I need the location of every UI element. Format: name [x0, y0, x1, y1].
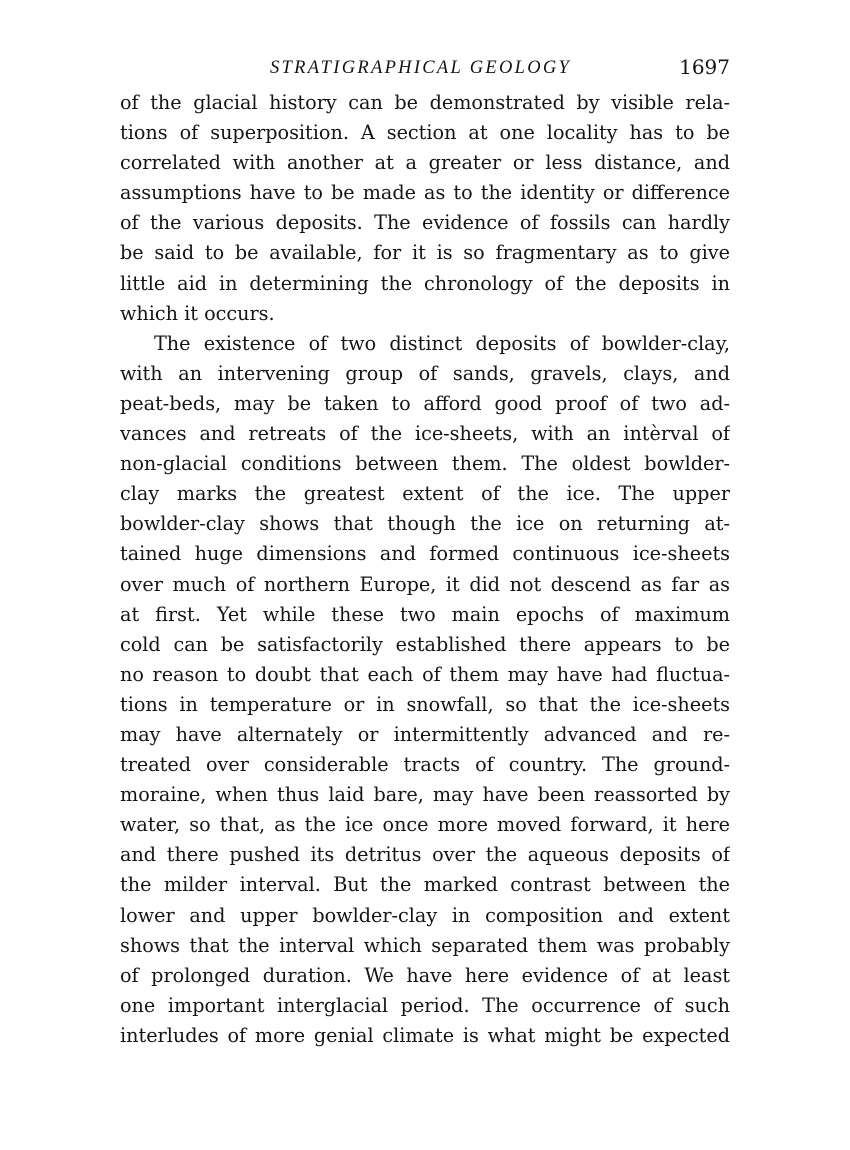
text-line: peat-beds, may be taken to afford good proof of two ad- [120, 391, 730, 415]
text-line: at first. Yet while these two main epochs of maximum [120, 602, 730, 626]
text-line: of the various deposits. The evidence of fossils can hardly [120, 211, 730, 235]
text-line: which it occurs. [120, 301, 275, 325]
text-line: no reason to doubt that each of them may have had fluctua- [120, 662, 730, 686]
text-line: one important interglacial period. The occurrence of such [120, 993, 730, 1017]
text-line: shows that the interval which separated them was probably [120, 933, 730, 957]
text-line: vances and retreats of the ice-sheets, with an intèrval of [120, 422, 730, 446]
page-number: 1697 [679, 55, 730, 79]
text-line: treated over considerable tracts of country. The ground- [120, 753, 730, 777]
text-line: correlated with another at a greater or less distance, and [120, 151, 730, 175]
text-line: The existence of two distinct deposits of bowlder-clay, [154, 331, 730, 355]
text-line: tions of superposition. A section at one locality has to be [120, 121, 730, 145]
text-line: clay marks the greatest extent of the ice. The upper [120, 482, 730, 506]
text-line: assumptions have to be made as to the identity or difference [120, 181, 730, 205]
text-line: interludes of more genial climate is what might be expected [120, 1023, 730, 1047]
text-line: over much of northern Europe, it did not descend as far as [120, 572, 730, 596]
text-line: of the glacial history can be demonstrated by visible rela- [120, 91, 730, 114]
paragraph [120, 88, 730, 329]
text-line: little aid in determining the chronology of the deposits in [120, 271, 730, 295]
text-line: bowlder-clay shows that though the ice on returning at- [120, 512, 730, 536]
text-line: of prolonged duration. We have here evidence of at least [120, 963, 730, 987]
text-line: may have alternately or intermittently advanced and re- [120, 722, 730, 746]
book-page [120, 55, 730, 1051]
body-text [120, 88, 730, 1051]
text-line: the milder interval. But the marked contrast between the [120, 873, 730, 897]
text-line: tained huge dimensions and formed continuous ice-sheets [120, 542, 730, 566]
text-line: moraine, when thus laid bare, may have been reassorted by [120, 783, 730, 807]
text-line: non-glacial conditions between them. The oldest bowlder- [120, 452, 730, 476]
text-line: and there pushed its detritus over the aqueous deposits of [120, 843, 730, 867]
text-line: water, so that, as the ice once more moved forward, it here [120, 813, 730, 837]
running-title: STRATIGRAPHICAL GEOLOGY [270, 58, 572, 78]
paragraph [120, 329, 730, 1051]
text-line: cold can be satisfactorily established there appears to be [120, 632, 730, 656]
text-line: with an intervening group of sands, gravels, clays, and [120, 361, 730, 385]
text-line: lower and upper bowlder-clay in composition and extent [120, 903, 730, 927]
text-line: be said to be available, for it is so fragmentary as to give [120, 241, 730, 265]
text-line: tions in temperature or in snowfall, so that the ice-sheets [120, 692, 730, 716]
running-head [120, 55, 730, 88]
